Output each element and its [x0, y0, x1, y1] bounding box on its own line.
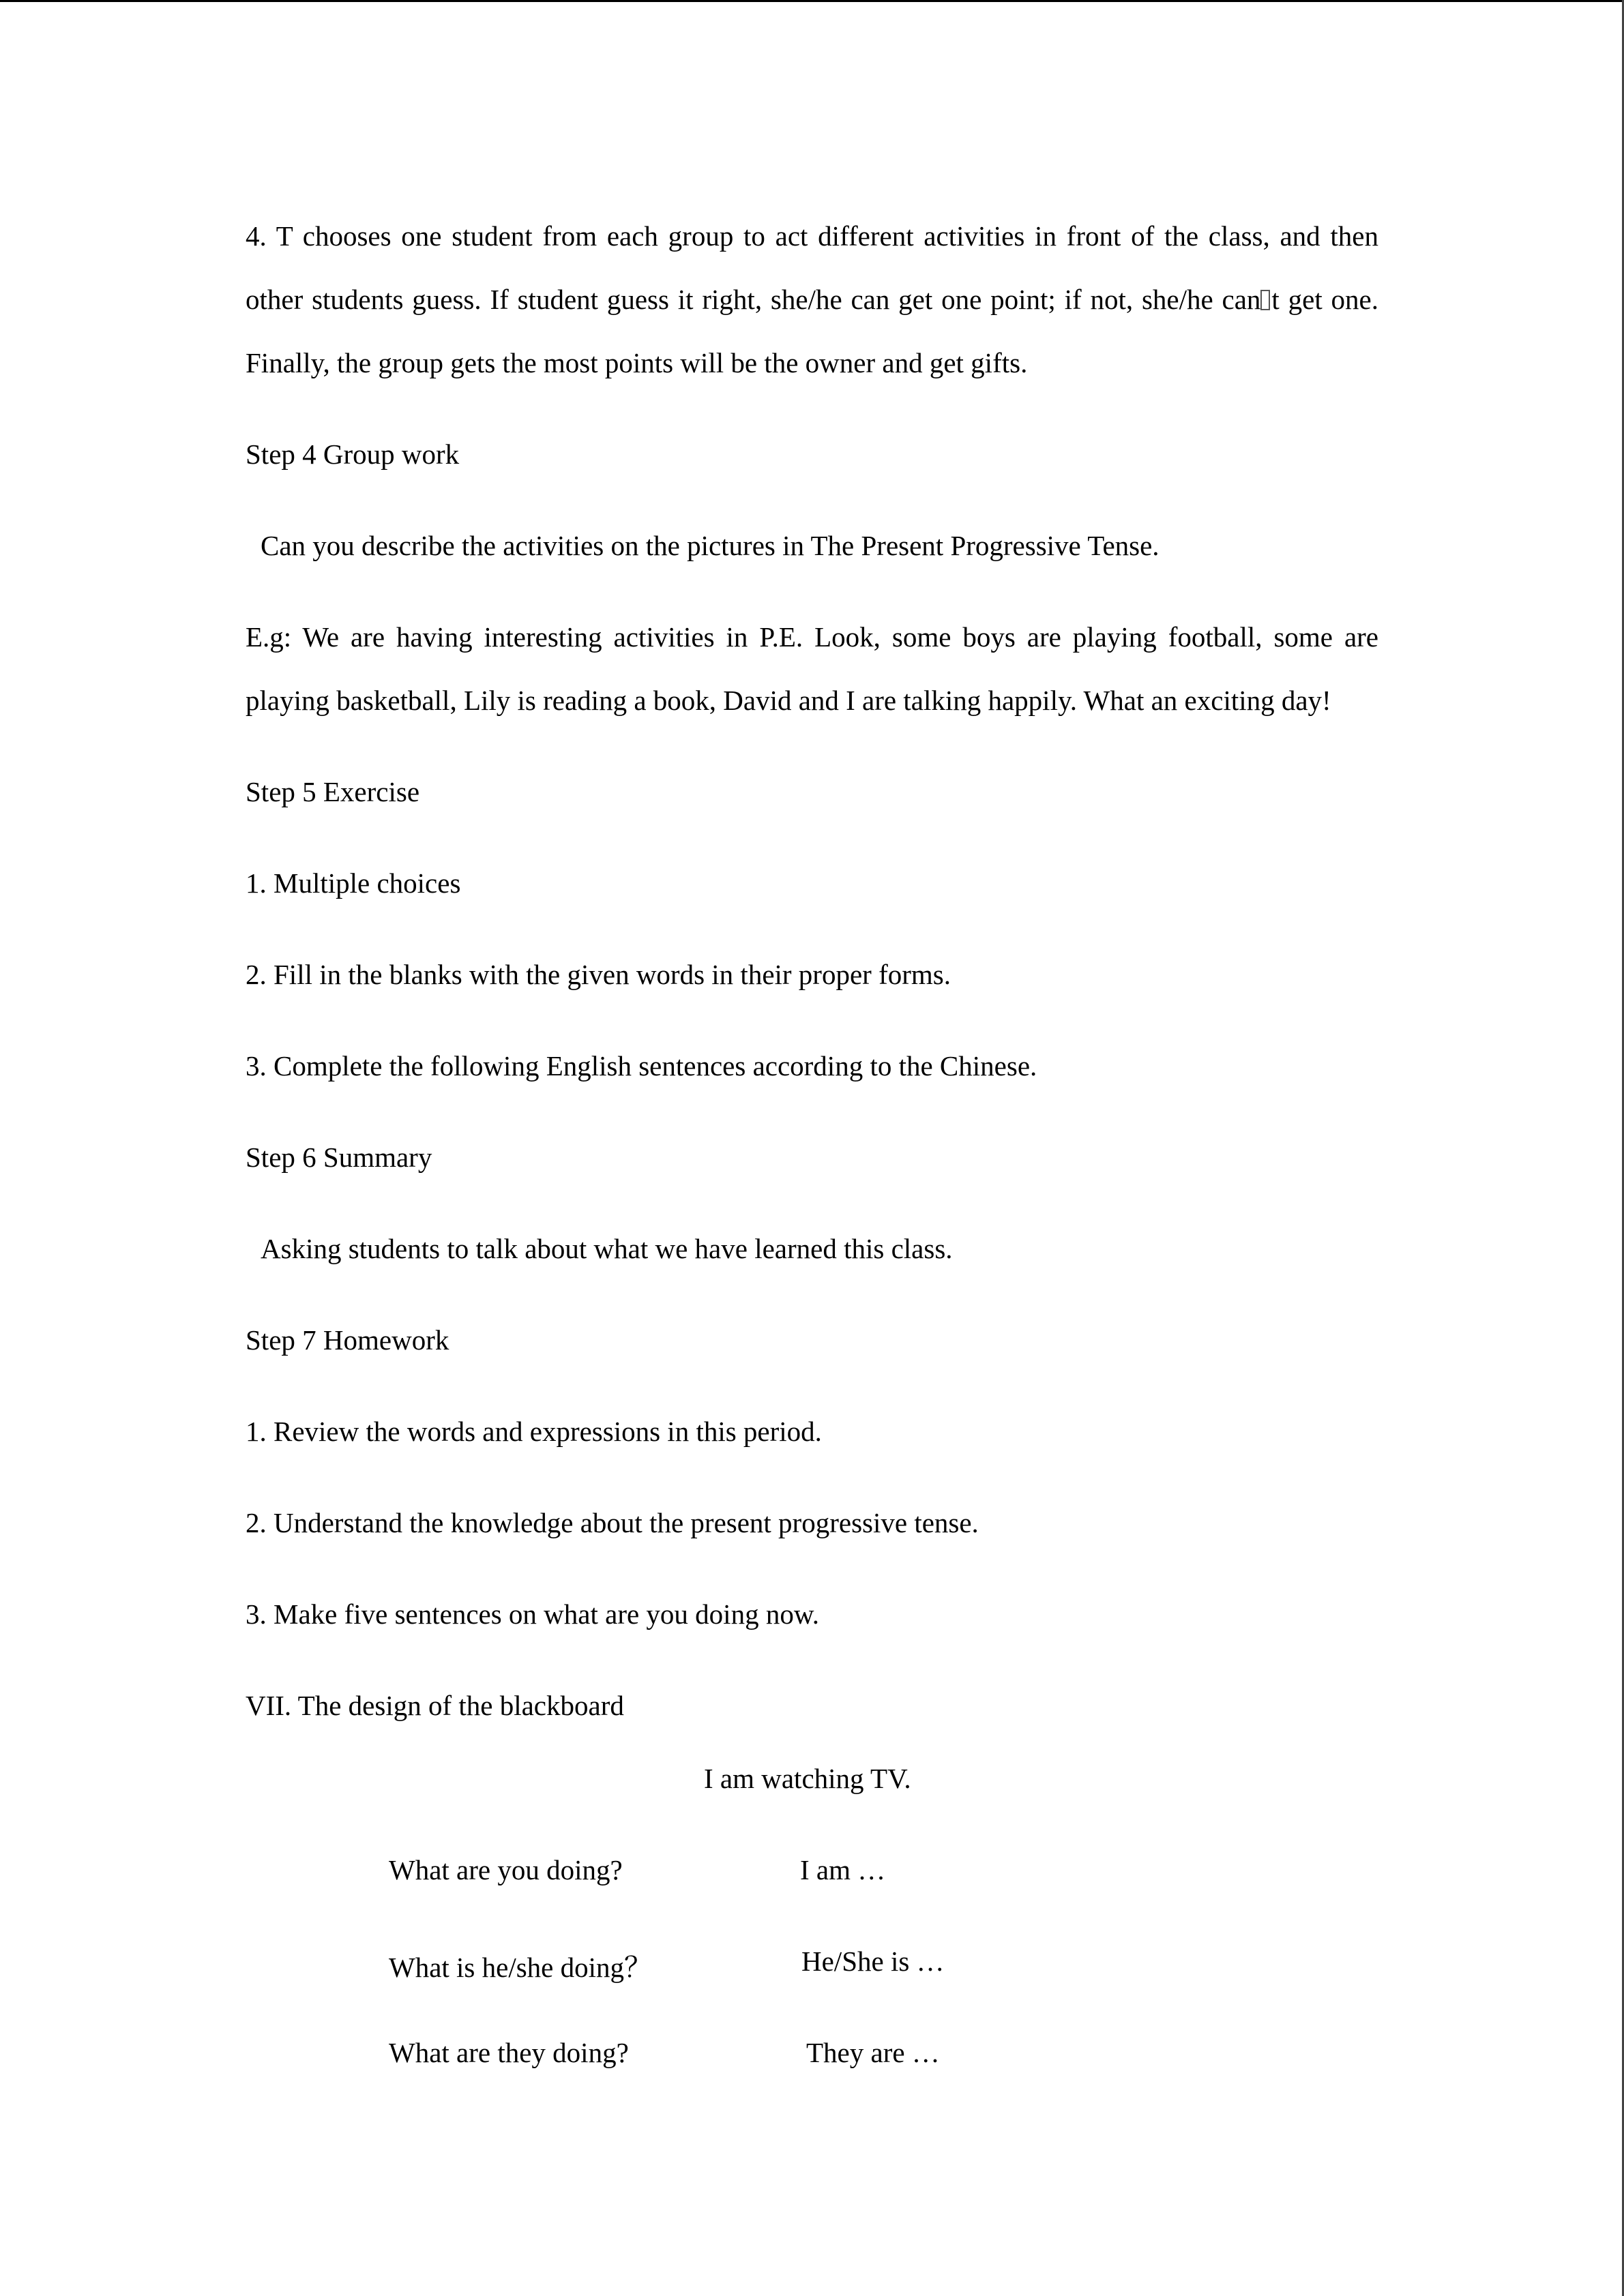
page-top-border: [0, 0, 1624, 2]
heading-section-vii: VII. The design of the blackboard: [246, 1690, 624, 1721]
blackboard-title: I am watching TV.: [704, 1763, 911, 1794]
homework-item-1: 1. Review the words and expressions in this period.: [246, 1416, 822, 1447]
exercise-item-1: 1. Multiple choices: [246, 867, 461, 899]
blackboard-question-3: What are they doing?: [389, 2037, 629, 2068]
missing-glyph-box: [1260, 290, 1270, 310]
paragraph-activity-guess: 4. T chooses one student from each group to act different activities in front of the class, and then other students guess. If student guess it right, she/he can get one point; if not, she/he can t get one. Finally, the group gets the most points will be the owner and get gifts.: [246, 220, 1378, 378]
blackboard-answer-1: I am …: [800, 1854, 886, 1885]
step-6-description: Asking students to talk about what we have learned this class.: [261, 1233, 953, 1264]
blackboard-answer-3: They are …: [806, 2037, 940, 2068]
heading-step-7: Step 7 Homework: [246, 1324, 449, 1356]
exercise-item-2: 2. Fill in the blanks with the given words in their proper forms.: [246, 959, 951, 990]
homework-item-3: 3. Make five sentences on what are you doing now.: [246, 1598, 820, 1630]
blackboard-answer-2: He/She is …: [801, 1945, 945, 1977]
homework-item-2: 2. Understand the knowledge about the present progressive tense.: [246, 1507, 979, 1538]
heading-step-5: Step 5 Exercise: [246, 776, 420, 807]
heading-step-4: Step 4 Group work: [246, 438, 460, 470]
exercise-item-3: 3. Complete the following English sentences according to the Chinese.: [246, 1050, 1037, 1082]
paragraph-example: E.g: We are having interesting activities in P.E. Look, some boys are playing football, some are playing basketball, Lily is reading a book, David and I are talking happily. What an exciting day!: [246, 621, 1378, 716]
blackboard-question-1: What are you doing?: [389, 1854, 623, 1885]
document-body: [246, 205, 1378, 1738]
step-4-description: Can you describe the activities on the pictures in The Present Progressive Tense.: [261, 530, 1160, 561]
heading-step-6: Step 6 Summary: [246, 1142, 432, 1173]
blackboard-question-2: What is he/she doing？: [389, 1952, 653, 1983]
